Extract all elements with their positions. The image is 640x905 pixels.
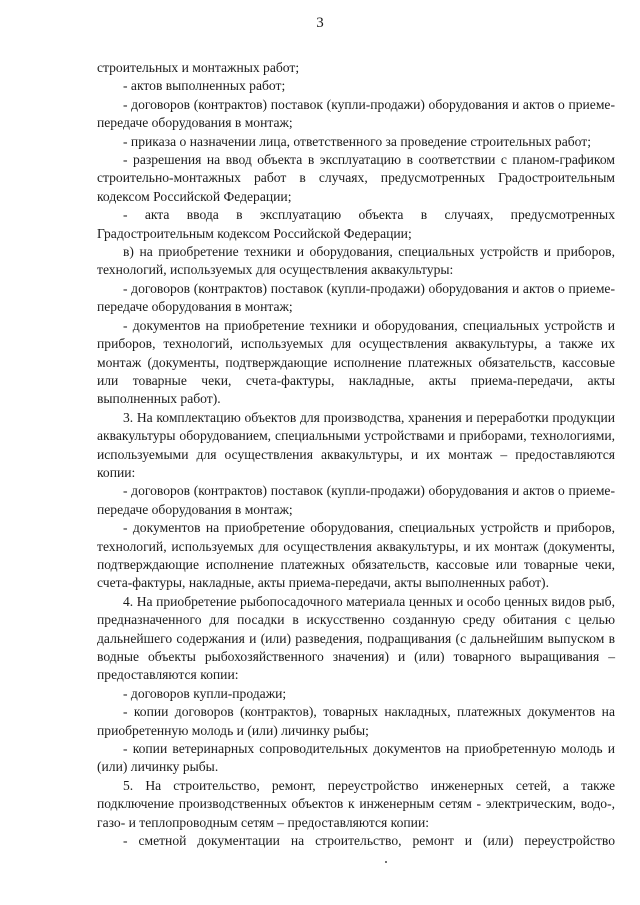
paragraph: - договоров (контрактов) поставок (купли-продажи) оборудования и актов о приеме-передаче оборудования в монтаж; [97,280,615,315]
paragraph: - документов на приобретение оборудования, специальных устройств и приборов, технологий, используемых для осуществления аквакультуры, и их монтаж (документы, подтверждающие исполнение платежных обязательств, кассовые или товарные чеки, счета-фактуры, накладные, акты приема-передачи, акты выполненных работ). [97,520,615,591]
paragraph: 3. На комплектацию объектов для производства, хранения и переработки продукции аквакультуры оборудованием, специальными устройствами и приборами, технологиями, используемыми для осуществления аквакультуры, и их монтаж – предоставляются копии: [97,409,615,480]
paragraph: - договоров (контрактов) поставок (купли-продажи) оборудования и актов о приеме-передаче оборудования в монтаж; [97,483,615,517]
page-number: 3 [316,15,324,31]
paragraph: - документов на приобретение техники и оборудования, специальных устройств и приборов, технологий, используемых для осуществления аквакультуры, а также их монтаж (документы, подтверждающие исполнение платежных обязательств, кассовые или товарные чеки, счета-фактуры, накладные, акты приема-передачи, акты выполненных работ). [97,317,615,407]
paragraph: в) на приобретение техники и оборудования, специальных устройств и приборов, технологий, используемых для осуществления аквакультуры: [97,244,615,278]
paragraph: - договоров (контрактов) поставок (купли-продажи) оборудования и актов о приеме-передаче оборудования в монтаж; [97,96,615,131]
paragraph: - договоров купли-продажи; [123,685,287,701]
paragraph: - сметной документации на строительство, ремонт и (или) переустройство [123,833,615,849]
paragraph: - приказа о назначении лица, ответственного за проведение строительных работ; [123,133,592,149]
paragraph: - копии договоров (контрактов), товарных накладных, платежных документов на приобретенную молодь и (или) личинку рыбы; [97,704,615,738]
paragraph: - акта ввода в эксплуатацию объекта в случаях, предусмотренных Градостроительным кодексом Российской Федерации; [97,207,615,241]
paragraph: 4. На приобретение рыбопосадочного материала ценных и особо ценных видов рыб, предназначенного для посадки в искусственно созданную среду обитания с целью дальнейшего содержания и (или) разведения, подращивания (с дальнейшим выпуском в водные объекты рыбохозяйственного значения) и (или) товарного выращивания – предоставляются копии: [97,593,615,683]
paragraph: 5. На строительство, ремонт, переустройство инженерных сетей, а также подключение производственных объектов к инженерным сетям - электрическим, водо-, газо- и теплопроводным сетям – предоставляются копии: [97,777,615,830]
document-body [97,59,615,850]
scan-speck [385,861,387,863]
paragraph: - копии ветеринарных сопроводительных документов на приобретенную молодь и (или) личинку рыбы. [97,741,615,775]
paragraph: - актов выполненных работ; [123,78,286,94]
paragraph: строительных и монтажных работ; [97,60,300,75]
paragraph: - разрешения на ввод объекта в эксплуатацию в соответствии с планом-графиком строительно-монтажных работ в случаях, предусмотренных Градостроительным кодексом Российской Федерации; [97,152,615,204]
